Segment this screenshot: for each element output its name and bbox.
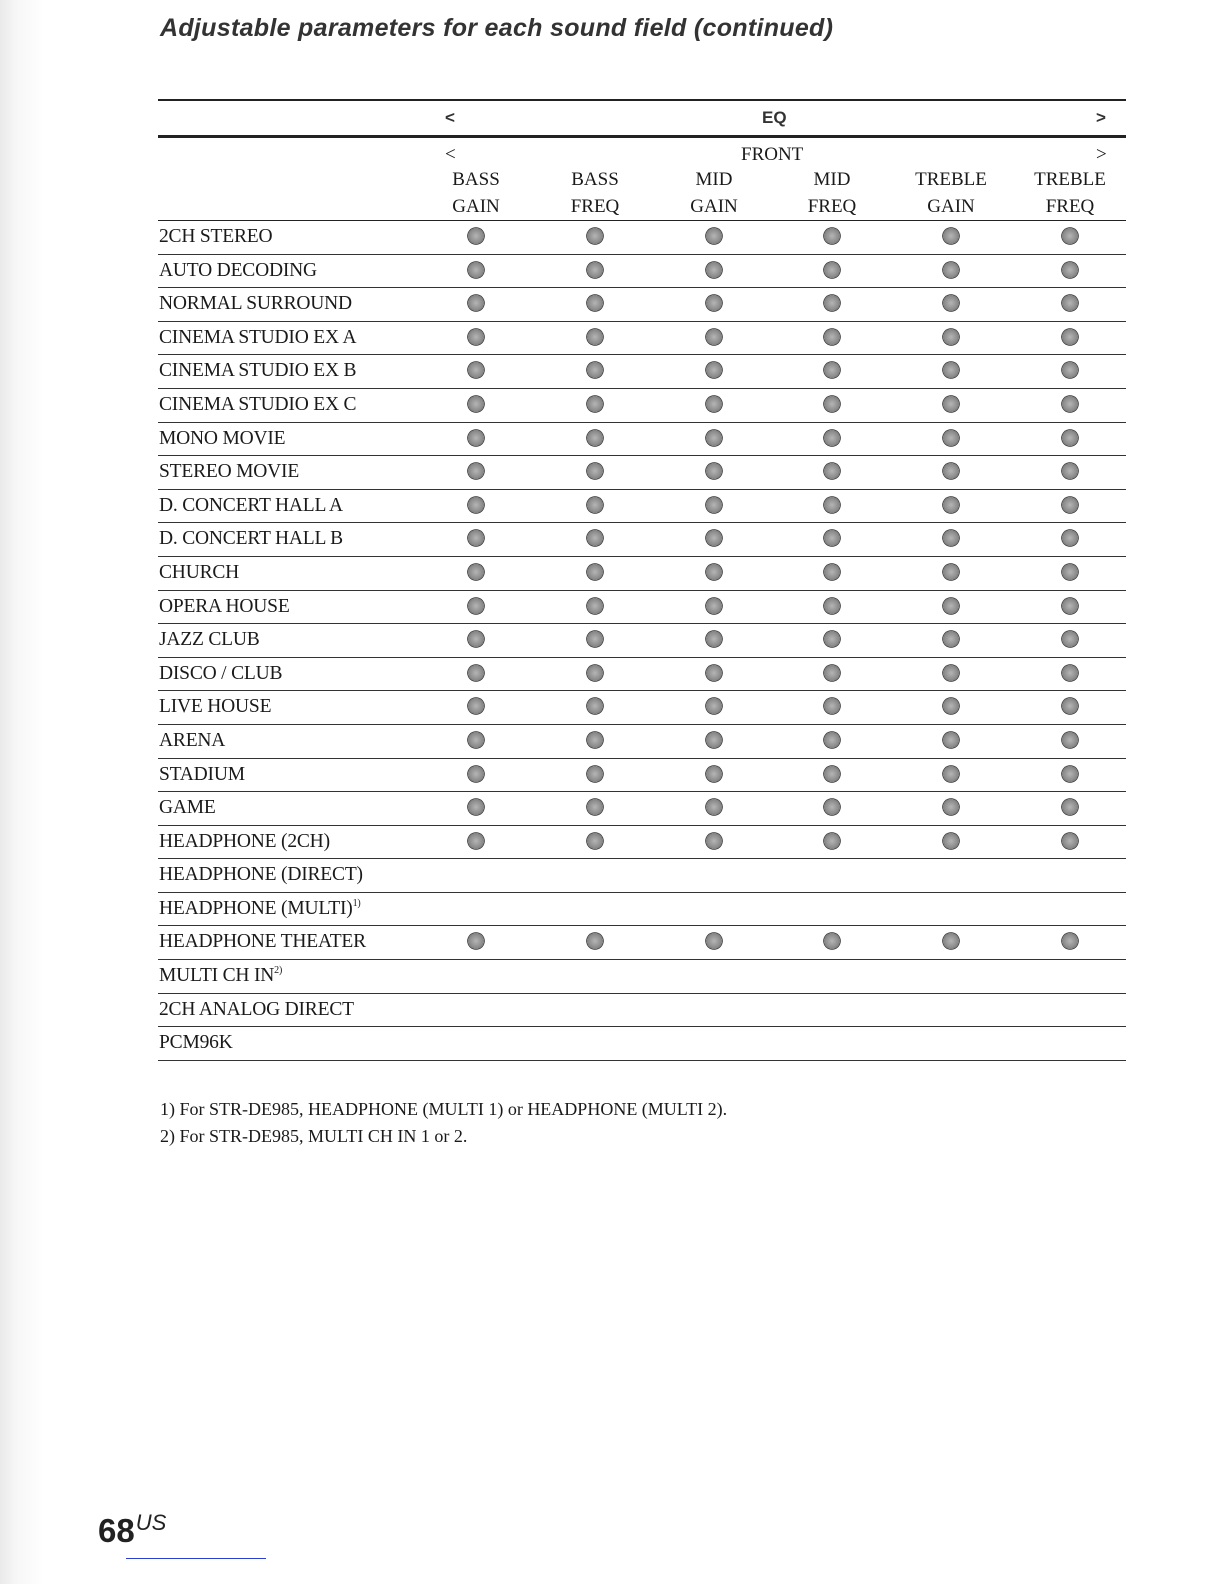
row-label	[159, 596, 290, 618]
adjustable-mark-icon	[706, 463, 722, 479]
adjustable-mark-icon	[587, 799, 603, 815]
front-subgroup-header	[158, 138, 1126, 166]
adjustable-mark-icon	[587, 833, 603, 849]
row-label-text: HEADPHONE THEATER	[159, 931, 366, 953]
adjustable-mark-icon	[468, 698, 484, 714]
row-label	[159, 327, 356, 349]
table-row	[158, 288, 1126, 322]
adjustable-mark-icon	[943, 497, 959, 513]
row-label	[159, 831, 330, 853]
adjustable-mark-icon	[824, 497, 840, 513]
row-label-text: CINEMA STUDIO EX B	[159, 360, 357, 382]
bottom-link-underline	[126, 1558, 266, 1559]
row-label-text: LIVE HOUSE	[159, 696, 272, 718]
adjustable-mark-icon	[1062, 799, 1078, 815]
adjustable-mark-icon	[468, 564, 484, 580]
row-label	[159, 1032, 233, 1054]
row-label	[159, 495, 343, 517]
adjustable-mark-icon	[1062, 228, 1078, 244]
table-row	[158, 355, 1126, 389]
row-label-text: 2CH ANALOG DIRECT	[159, 998, 354, 1020]
table-row	[158, 423, 1126, 457]
table-row	[158, 893, 1126, 927]
table-row	[158, 591, 1126, 625]
column-header-line1: TREBLE	[915, 169, 987, 190]
adjustable-mark-icon	[824, 430, 840, 446]
row-label	[159, 629, 260, 651]
adjustable-mark-icon	[824, 833, 840, 849]
front-right-bracket: >	[1096, 144, 1107, 165]
adjustable-mark-icon	[1062, 833, 1078, 849]
column-header-line2: GAIN	[452, 196, 500, 217]
adjustable-mark-icon	[468, 766, 484, 782]
adjustable-mark-icon	[587, 598, 603, 614]
adjustable-mark-icon	[824, 295, 840, 311]
table-row	[158, 389, 1126, 423]
eq-left-bracket: <	[445, 108, 455, 127]
adjustable-mark-icon	[587, 732, 603, 748]
adjustable-mark-icon	[468, 598, 484, 614]
eq-right-bracket: >	[1096, 108, 1106, 127]
row-label	[159, 226, 272, 248]
front-left-bracket: <	[445, 144, 456, 165]
column-header-line1: BASS	[571, 169, 619, 190]
row-label-text: JAZZ CLUB	[159, 629, 260, 651]
adjustable-mark-icon	[1062, 530, 1078, 546]
adjustable-mark-icon	[587, 295, 603, 311]
adjustable-mark-icon	[1062, 463, 1078, 479]
footnote-1: 1) For STR-DE985, HEADPHONE (MULTI 1) or HEADPHONE (MULTI 2).	[160, 1099, 728, 1119]
table-row	[158, 759, 1126, 793]
adjustable-mark-icon	[706, 430, 722, 446]
row-label-text: D. CONCERT HALL B	[159, 528, 343, 550]
adjustable-mark-icon	[587, 262, 603, 278]
row-label-text: PCM96K	[159, 1032, 233, 1054]
page-number	[98, 1510, 166, 1550]
adjustable-mark-icon	[468, 530, 484, 546]
table-row	[158, 456, 1126, 490]
adjustable-mark-icon	[943, 732, 959, 748]
adjustable-mark-icon	[943, 329, 959, 345]
table-row	[158, 322, 1126, 356]
adjustable-mark-icon	[1062, 698, 1078, 714]
row-label	[159, 394, 356, 416]
table-row	[158, 826, 1126, 860]
column-header-line1: MID	[695, 169, 733, 190]
row-label	[159, 965, 282, 987]
footnote-ref: 1)	[352, 897, 361, 909]
eq-group-header	[158, 101, 1126, 138]
adjustable-mark-icon	[1062, 665, 1078, 681]
adjustable-mark-icon	[943, 430, 959, 446]
row-label	[159, 461, 299, 483]
column-header	[773, 166, 891, 220]
adjustable-mark-icon	[468, 430, 484, 446]
adjustable-mark-icon	[587, 228, 603, 244]
table-row	[158, 523, 1126, 557]
front-label: FRONT	[741, 144, 804, 165]
row-label	[159, 999, 354, 1021]
column-header-line2: FREQ	[807, 196, 857, 217]
adjustable-mark-icon	[706, 228, 722, 244]
adjustable-mark-icon	[706, 396, 722, 412]
adjustable-mark-icon	[468, 631, 484, 647]
column-header-line2: FREQ	[1045, 196, 1095, 217]
adjustable-mark-icon	[824, 396, 840, 412]
adjustable-mark-icon	[587, 698, 603, 714]
column-header	[1011, 166, 1129, 220]
adjustable-mark-icon	[587, 766, 603, 782]
adjustable-mark-icon	[706, 262, 722, 278]
adjustable-mark-icon	[706, 766, 722, 782]
row-label	[159, 696, 271, 718]
adjustable-mark-icon	[943, 228, 959, 244]
row-label	[159, 528, 343, 550]
row-label-text: NORMAL SURROUND	[159, 293, 352, 315]
row-label	[159, 764, 245, 786]
row-label-text: STADIUM	[159, 763, 245, 785]
adjustable-mark-icon	[468, 329, 484, 345]
row-label-text: HEADPHONE (MULTI)	[159, 897, 353, 919]
adjustable-mark-icon	[468, 497, 484, 513]
row-label-text: D. CONCERT HALL A	[159, 494, 343, 516]
table-row	[158, 624, 1126, 658]
adjustable-mark-icon	[943, 598, 959, 614]
row-label-text: CINEMA STUDIO EX A	[159, 326, 357, 348]
adjustable-mark-icon	[824, 262, 840, 278]
adjustable-mark-icon	[468, 833, 484, 849]
adjustable-mark-icon	[706, 732, 722, 748]
footnote-2: 2) For STR-DE985, MULTI CH IN 1 or 2.	[160, 1126, 468, 1146]
row-label-text: CINEMA STUDIO EX C	[159, 393, 357, 415]
row-label	[159, 797, 216, 819]
adjustable-mark-icon	[706, 295, 722, 311]
table-body	[158, 221, 1126, 1061]
table-row	[158, 792, 1126, 826]
adjustable-mark-icon	[1062, 933, 1078, 949]
row-label	[159, 428, 285, 450]
adjustable-mark-icon	[943, 833, 959, 849]
adjustable-mark-icon	[824, 530, 840, 546]
adjustable-mark-icon	[468, 228, 484, 244]
adjustable-mark-icon	[706, 698, 722, 714]
adjustable-mark-icon	[1062, 497, 1078, 513]
adjustable-mark-icon	[943, 362, 959, 378]
adjustable-mark-icon	[468, 732, 484, 748]
adjustable-mark-icon	[824, 799, 840, 815]
row-label-text: HEADPHONE (2CH)	[159, 830, 330, 852]
row-label-text: AUTO DECODING	[159, 259, 317, 281]
table-row	[158, 926, 1126, 960]
adjustable-mark-icon	[706, 329, 722, 345]
parameters-table	[158, 99, 1126, 1061]
column-header	[536, 166, 654, 220]
adjustable-mark-icon	[824, 564, 840, 580]
adjustable-mark-icon	[468, 933, 484, 949]
column-header	[892, 166, 1010, 220]
table-row	[158, 490, 1126, 524]
row-label	[159, 931, 366, 953]
adjustable-mark-icon	[706, 799, 722, 815]
adjustable-mark-icon	[706, 497, 722, 513]
adjustable-mark-icon	[1062, 430, 1078, 446]
row-label	[159, 864, 363, 886]
adjustable-mark-icon	[824, 228, 840, 244]
adjustable-mark-icon	[587, 497, 603, 513]
page-number-value: 68	[98, 1512, 135, 1549]
adjustable-mark-icon	[1062, 766, 1078, 782]
adjustable-mark-icon	[468, 295, 484, 311]
row-label-text: OPERA HOUSE	[159, 595, 290, 617]
adjustable-mark-icon	[706, 665, 722, 681]
adjustable-mark-icon	[706, 833, 722, 849]
footnote-ref: 2)	[274, 965, 283, 977]
row-label	[159, 663, 282, 685]
column-headers	[158, 166, 1126, 221]
adjustable-mark-icon	[943, 530, 959, 546]
adjustable-mark-icon	[943, 262, 959, 278]
adjustable-mark-icon	[1062, 732, 1078, 748]
row-label	[159, 293, 352, 315]
adjustable-mark-icon	[943, 295, 959, 311]
adjustable-mark-icon	[468, 799, 484, 815]
table-row	[158, 725, 1126, 759]
adjustable-mark-icon	[943, 766, 959, 782]
scan-edge-shading	[0, 0, 44, 1584]
adjustable-mark-icon	[706, 631, 722, 647]
adjustable-mark-icon	[824, 362, 840, 378]
row-label	[159, 898, 361, 920]
table-row	[158, 994, 1126, 1028]
adjustable-mark-icon	[706, 530, 722, 546]
footnotes	[160, 1096, 727, 1150]
adjustable-mark-icon	[587, 362, 603, 378]
adjustable-mark-icon	[587, 530, 603, 546]
adjustable-mark-icon	[943, 698, 959, 714]
adjustable-mark-icon	[706, 598, 722, 614]
adjustable-mark-icon	[824, 598, 840, 614]
adjustable-mark-icon	[587, 396, 603, 412]
adjustable-mark-icon	[1062, 329, 1078, 345]
adjustable-mark-icon	[587, 665, 603, 681]
adjustable-mark-icon	[706, 362, 722, 378]
eq-label: EQ	[762, 108, 787, 127]
column-header-line2: GAIN	[927, 196, 975, 217]
column-header	[655, 166, 773, 220]
page-title: Adjustable parameters for each sound field (continued)	[160, 14, 834, 42]
row-label	[159, 562, 239, 584]
column-header-line1: TREBLE	[1034, 169, 1106, 190]
table-row	[158, 691, 1126, 725]
row-label-text: MULTI CH IN	[159, 965, 275, 987]
table-row	[158, 859, 1126, 893]
page-number-suffix: US	[135, 1510, 167, 1535]
adjustable-mark-icon	[587, 463, 603, 479]
adjustable-mark-icon	[824, 463, 840, 479]
table-row	[158, 255, 1126, 289]
row-label-text: HEADPHONE (DIRECT)	[159, 864, 363, 886]
adjustable-mark-icon	[468, 262, 484, 278]
adjustable-mark-icon	[1062, 631, 1078, 647]
table-row	[158, 221, 1126, 255]
adjustable-mark-icon	[943, 631, 959, 647]
row-label-text: GAME	[159, 797, 216, 819]
adjustable-mark-icon	[943, 463, 959, 479]
adjustable-mark-icon	[943, 564, 959, 580]
adjustable-mark-icon	[824, 665, 840, 681]
adjustable-mark-icon	[824, 698, 840, 714]
table-row	[158, 960, 1126, 994]
row-label	[159, 260, 317, 282]
row-label-text: DISCO / CLUB	[159, 662, 283, 684]
column-header-line1: BASS	[452, 169, 500, 190]
adjustable-mark-icon	[824, 329, 840, 345]
table-row	[158, 557, 1126, 591]
column-header	[417, 166, 535, 220]
column-header-line2: GAIN	[690, 196, 738, 217]
adjustable-mark-icon	[587, 564, 603, 580]
adjustable-mark-icon	[587, 430, 603, 446]
adjustable-mark-icon	[468, 463, 484, 479]
adjustable-mark-icon	[706, 933, 722, 949]
table-row	[158, 1027, 1126, 1061]
adjustable-mark-icon	[943, 665, 959, 681]
adjustable-mark-icon	[824, 766, 840, 782]
row-label-text: 2CH STEREO	[159, 226, 273, 247]
row-label	[159, 360, 356, 382]
adjustable-mark-icon	[468, 396, 484, 412]
adjustable-mark-icon	[1062, 362, 1078, 378]
row-label-text: STEREO MOVIE	[159, 461, 300, 483]
adjustable-mark-icon	[824, 933, 840, 949]
adjustable-mark-icon	[1062, 396, 1078, 412]
adjustable-mark-icon	[1062, 262, 1078, 278]
row-label-text: ARENA	[159, 729, 226, 751]
row-label-text: MONO MOVIE	[159, 427, 286, 449]
table-row	[158, 658, 1126, 692]
adjustable-mark-icon	[587, 933, 603, 949]
adjustable-mark-icon	[824, 732, 840, 748]
adjustable-mark-icon	[943, 799, 959, 815]
row-label	[159, 730, 225, 752]
adjustable-mark-icon	[468, 665, 484, 681]
column-header-line1: MID	[813, 169, 851, 190]
adjustable-mark-icon	[587, 329, 603, 345]
adjustable-mark-icon	[824, 631, 840, 647]
column-header-line2: FREQ	[570, 196, 620, 217]
adjustable-mark-icon	[587, 631, 603, 647]
adjustable-mark-icon	[468, 362, 484, 378]
adjustable-mark-icon	[1062, 598, 1078, 614]
adjustable-mark-icon	[706, 564, 722, 580]
adjustable-mark-icon	[943, 396, 959, 412]
row-label-text: CHURCH	[159, 561, 240, 583]
adjustable-mark-icon	[1062, 295, 1078, 311]
adjustable-mark-icon	[943, 933, 959, 949]
adjustable-mark-icon	[1062, 564, 1078, 580]
